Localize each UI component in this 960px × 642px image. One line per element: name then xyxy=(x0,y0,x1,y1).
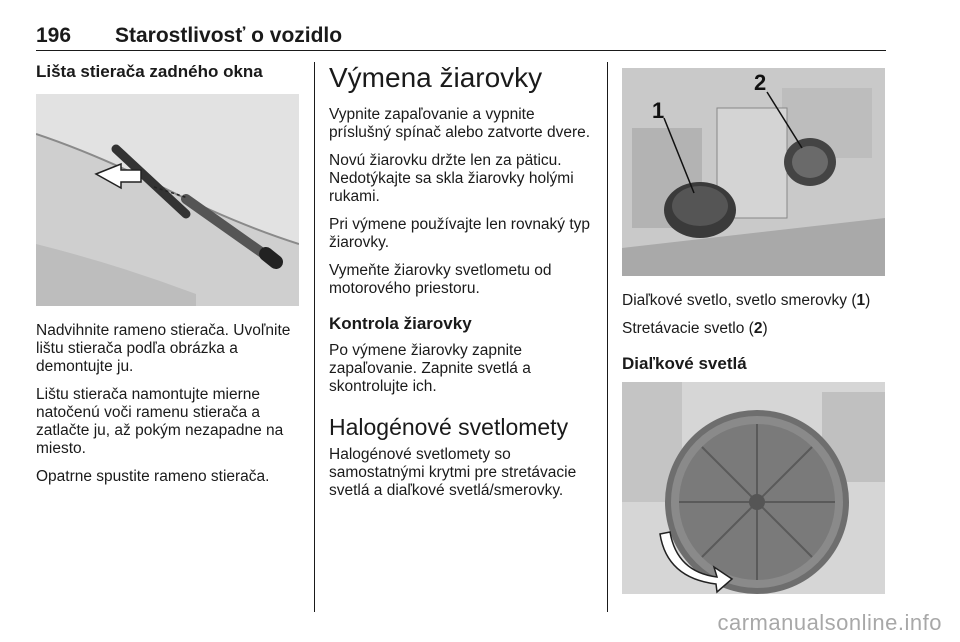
caption-text: Stretávacie svetlo ( xyxy=(622,320,754,337)
figure-caption-1 xyxy=(622,292,888,310)
header-rule xyxy=(36,50,886,51)
paragraph: Opatrne spustite rameno stierača. xyxy=(36,468,270,485)
column-1 xyxy=(36,62,300,496)
section-heading-halogen: Halogénové svetlomety xyxy=(329,414,569,440)
paragraph: Po výmene žiarovky zapnite zapaľovanie. Zapnite svetlá a skontrolujte ich. xyxy=(329,342,531,395)
figure-caption-2 xyxy=(622,320,888,338)
sub-heading-bulb-check: Kontrola žiarovky xyxy=(329,314,472,333)
section-heading-wiper: Lišta stierača zadného okna xyxy=(36,62,263,81)
paragraph: Halogénové svetlomety so samostatnými krytmi pre stretávacie svetlá a diaľkové svetlá/smerovky. xyxy=(329,446,577,499)
caption-text: ) xyxy=(762,320,768,337)
paragraph: Vymeňte žiarovky svetlometu od motorového priestoru. xyxy=(329,262,552,297)
caption-text: Diaľkové svetlo, svetlo smerovky ( xyxy=(622,292,857,309)
high-beam-cover-illustration xyxy=(622,382,885,594)
section-heading-bulb-replacement: Výmena žiarovky xyxy=(329,62,543,93)
watermark: carmanualsonline.info xyxy=(717,610,942,635)
paragraph: Lištu stierača namontujte mierne natočenú voči ramenu stierača a zatlačte ju, až pokým nezapadne na miesto. xyxy=(36,386,284,457)
caption-number: 2 xyxy=(753,320,763,337)
caption-number: 1 xyxy=(856,292,866,309)
headlamp-rear-illustration xyxy=(622,68,885,276)
chapter-title: Starostlivosť o vozidlo xyxy=(115,24,343,47)
paragraph: Vypnite zapaľovanie a vypnite príslušný spínač alebo zatvorte dvere. xyxy=(329,106,591,141)
column-divider-1 xyxy=(314,62,315,612)
callout-1: 1 xyxy=(652,98,665,123)
column-2 xyxy=(329,62,594,510)
paragraph: Novú žiarovku držte len za päticu. Nedotýkajte sa skla žiarovky holými rukami. xyxy=(329,152,574,205)
section-heading-high-beam: Diaľkové svetlá xyxy=(622,354,747,373)
column-3 xyxy=(622,62,888,608)
wiper-blade-illustration xyxy=(36,94,299,306)
paragraph: Nadvihnite rameno stierača. Uvoľnite lištu stierača podľa obrázka a demontujte ju. xyxy=(36,322,291,375)
page-header xyxy=(36,10,886,50)
paragraph: Pri výmene používajte len rovnaký typ žiarovky. xyxy=(329,216,591,251)
page-number: 196 xyxy=(36,24,72,47)
caption-text: ) xyxy=(865,292,871,309)
column-divider-2 xyxy=(607,62,608,612)
callout-2: 2 xyxy=(754,70,767,95)
